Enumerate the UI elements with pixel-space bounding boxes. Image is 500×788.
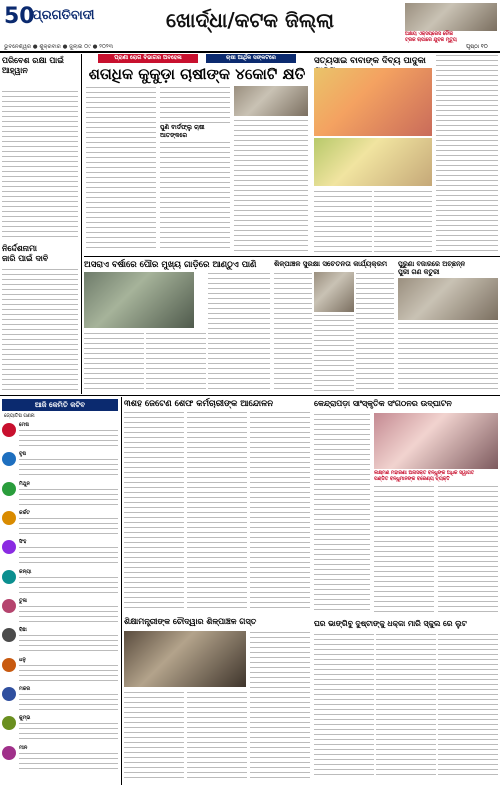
mid-left-story — [84, 258, 270, 394]
horoscope-row — [2, 656, 118, 684]
horoscope-list — [2, 421, 118, 773]
horoscope-row — [2, 626, 118, 654]
zodiac-sign-label: ଧନୁ — [19, 656, 26, 663]
promo-text: ଅକ୍ଷୟ ଏକ୍ସପ୍ରେସ ଚୌକ ଟ୍ରକ ଚାପାରେ ଯୁବକ ମୃତ୍ୟୁ — [405, 32, 457, 43]
zodiac-sign-label: ମୀନ — [19, 744, 28, 751]
bottom-right-body-6 — [438, 633, 498, 779]
mid-right-headline: ପୁରୁଣା ବଜାରରେ ଅଚ୍ଛନ୍ନ ପୁରୀ ଗଣ କତୁରୀ — [398, 260, 466, 276]
bottom-right-headline2: ଘର ଭାଙ୍ଗିବୁ ଦୁଷ୍ଟାଙ୍କୁ ଧକ୍କା ମାରି ସ୍କୁଲ ରେ ଲୁଟ — [314, 619, 467, 628]
zodiac-sign-text — [19, 693, 118, 712]
zodiac-sign-text — [19, 752, 118, 771]
masthead-rule — [0, 51, 500, 53]
mid-left-photo — [84, 272, 194, 328]
masthead — [0, 0, 500, 52]
mid-left-body-3 — [208, 272, 270, 392]
zodiac-sign-text — [19, 458, 118, 477]
left-story1-headline: ପରିବେଶ ରକ୍ଷା ପାଇଁ ଆହ୍ୱାନ — [2, 56, 64, 75]
horoscope-row — [2, 597, 118, 625]
bottom-right-caption: ଲକ୍ଷ୍ମଣ ମହାରଣା ଅନାସକ୍ତ ବନ୍ଧୁଙ୍କ ଅଧିକ ସ୍ୱାଗତ ପଣ୍ଡିତ ବନ୍ଧୁମାନଙ୍କ ବରେଣ୍ୟ ବ୍ୟକ୍ତି — [374, 471, 475, 482]
mid-center-headline: ଶିଳ୍ପାଞ୍ଚଳ ସୁରକ୍ଷା ସଚେତନତା କାର୍ଯ୍ୟକ୍ରମ — [274, 260, 388, 268]
zodiac-sign-text — [19, 722, 118, 741]
right-top-body-1 — [314, 190, 372, 252]
bottom-right-photo — [374, 413, 498, 469]
mid-center-body-3 — [356, 272, 394, 392]
zodiac-sign-icon — [2, 540, 16, 554]
bottom-center-body-6 — [250, 631, 310, 781]
mid-center-story — [274, 258, 394, 394]
zodiac-sign-icon — [2, 452, 16, 466]
mid-center-photo — [314, 272, 354, 312]
bottom-center-story — [124, 397, 310, 785]
zodiac-sign-label: ମିଥୁନ — [19, 480, 30, 487]
zodiac-sign-icon — [2, 599, 16, 613]
horoscope-row — [2, 509, 118, 537]
zodiac-sign-text — [19, 664, 118, 683]
zodiac-sign-label: ତୁଳା — [19, 598, 27, 604]
top-story — [84, 54, 310, 254]
mid-left-headline: ଅସରାଏ ବର୍ଷାରେ ପୌର ମୁଖ୍ୟ ଗାଡ଼ିରେ ଆଣ୍ଠୁଏ ପାଣି — [84, 260, 257, 270]
right-top-photo-2 — [314, 138, 432, 186]
bottom-center-body-1 — [124, 411, 184, 611]
mid-left-body-1 — [84, 332, 144, 392]
horoscope-row — [2, 421, 118, 449]
brand-name: ପ୍ରଗତିବାଦୀ — [32, 8, 95, 23]
mid-right-body — [398, 322, 498, 392]
horoscope-row — [2, 685, 118, 713]
horoscope-rule — [121, 397, 122, 785]
zodiac-sign-icon — [2, 628, 16, 642]
bottom-center-headline2: ଶିକ୍ଷାମନ୍ତ୍ରୀଙ୍କ ଚୌଦ୍ୱାର ଶିଳ୍ପାଞ୍ଚଳ ଗସ୍ତ — [124, 617, 257, 626]
horoscope-byline: ଜ୍ୟୋତିଷ ଗଣନା — [4, 414, 35, 419]
horoscope-row — [2, 480, 118, 508]
top-story-kicker2: ଚାଷୀ ଆର୍ଥିକ ସଙ୍କଟରେ — [206, 54, 296, 63]
bottom-right-headline: କେନ୍ଦ୍ରାପଡ଼ା ସାଂସ୍କୃତିକ ସଂଗଠନର ଉଦ୍‌ଘାଟନ — [314, 399, 452, 408]
bottom-right-body-1 — [314, 413, 370, 613]
mid-right-story — [398, 258, 498, 394]
left-story2-headline: ନିର୍ଦ୍ଦେଶନାମା ଜାରି ପାଇଁ ଦାବି — [2, 244, 49, 263]
left-col-rule — [81, 54, 82, 394]
bottom-right-body-2 — [374, 485, 434, 613]
left-story1-body — [2, 90, 78, 238]
bottom-right-body-4 — [314, 633, 374, 779]
zodiac-sign-icon — [2, 511, 16, 525]
bottom-center-body-4 — [124, 691, 184, 781]
mid-left-body-2 — [146, 332, 206, 392]
top-story-body-1 — [86, 86, 156, 251]
top-band-rule — [84, 256, 500, 257]
zodiac-sign-text — [19, 634, 118, 653]
zodiac-sign-text — [19, 488, 118, 507]
horoscope-title: ଆଜି କେମିତି କଟିବ — [2, 399, 118, 411]
zodiac-sign-icon — [2, 482, 16, 496]
mid-center-body-2 — [314, 314, 354, 392]
bottom-center-body-5 — [187, 691, 247, 781]
top-story-headline: ଶତାଧିକ କୁକୁଡ଼ା ଚାଷୀଙ୍କ ୪କୋଟି କ୍ଷତି — [88, 65, 306, 83]
anniversary-logo: 50 — [4, 4, 35, 29]
horoscope-panel — [0, 397, 120, 777]
mid-right-photo — [398, 278, 498, 320]
mid-center-body-1 — [274, 272, 312, 392]
zodiac-sign-text — [19, 517, 118, 536]
zodiac-sign-icon — [2, 716, 16, 730]
zodiac-sign-label: ବିଛା — [19, 627, 27, 634]
bottom-center-body-3 — [250, 411, 310, 611]
bottom-right-body-5 — [376, 633, 436, 779]
bottom-right-body-3 — [438, 485, 498, 613]
horoscope-row — [2, 744, 118, 772]
bottom-center-body-2 — [187, 411, 247, 611]
zodiac-sign-icon — [2, 570, 16, 584]
section-title: ଖୋର୍ଦ୍ଧା/କଟକ ଜିଲ୍ଲା — [165, 8, 335, 32]
zodiac-sign-icon — [2, 658, 16, 672]
zodiac-sign-icon — [2, 746, 16, 760]
left-column — [0, 54, 80, 394]
zodiac-sign-label: ସିଂହ — [19, 539, 27, 546]
bottom-center-headline: ୩ଶହ ଜେଟେଣ ଶେଫ କର୍ମଚାରୀଙ୍କ ଆନ୍ଦୋଳନ — [124, 399, 274, 409]
right-top-story — [314, 54, 498, 254]
zodiac-sign-icon — [2, 423, 16, 437]
right-top-body-3 — [436, 54, 498, 252]
zodiac-sign-label: କର୍କଟ — [19, 510, 30, 516]
right-top-headline: ସତ୍ୟସାଇ ବାବାଙ୍କ ଦିବ୍ୟ ପାଦୁକା — [314, 56, 426, 66]
top-story-body-2 — [160, 86, 230, 251]
horoscope-row — [2, 450, 118, 478]
edition-line: ଭୁବନେଶ୍ୱର ● ଶୁକ୍ରବାର ● ଜୁଲାଇ ୦୯ ● ୨୦୨୩ — [4, 44, 113, 50]
zodiac-sign-icon — [2, 687, 16, 701]
top-story-photo — [234, 86, 308, 116]
horoscope-row — [2, 538, 118, 566]
zodiac-sign-text — [19, 576, 118, 595]
horoscope-row — [2, 714, 118, 742]
bottom-center-photo — [124, 631, 246, 687]
zodiac-sign-label: ମେଷ — [19, 422, 29, 428]
bottom-right-story — [314, 397, 498, 785]
zodiac-sign-label: କନ୍ୟା — [19, 568, 32, 575]
right-top-body-2 — [374, 190, 432, 252]
zodiac-sign-label: ମକର — [19, 686, 31, 692]
zodiac-sign-label: ବୃଷ — [19, 451, 27, 458]
top-story-subhead: ପୁଣି ବାର୍ଡଫ୍ଲୁ ଚାଷୀ ଆତଙ୍କରେ — [160, 124, 230, 140]
zodiac-sign-text — [19, 546, 118, 565]
right-top-photo-1 — [314, 68, 432, 136]
horoscope-row — [2, 568, 118, 596]
left-story2-body — [2, 268, 78, 392]
zodiac-sign-text — [19, 605, 118, 624]
mid-band-rule — [0, 395, 500, 396]
page-number: ପୃଷ୍ଠା ୧୦ — [466, 44, 488, 50]
masthead-photo — [405, 3, 497, 31]
zodiac-sign-text — [19, 429, 118, 448]
zodiac-sign-label: କୁମ୍ଭ — [19, 715, 31, 722]
top-story-body-3 — [234, 119, 308, 251]
top-story-kicker: ପ୍ରାଣୀ ରୋଗ ବିଭାଗର ଅବହେଳା — [98, 54, 198, 63]
